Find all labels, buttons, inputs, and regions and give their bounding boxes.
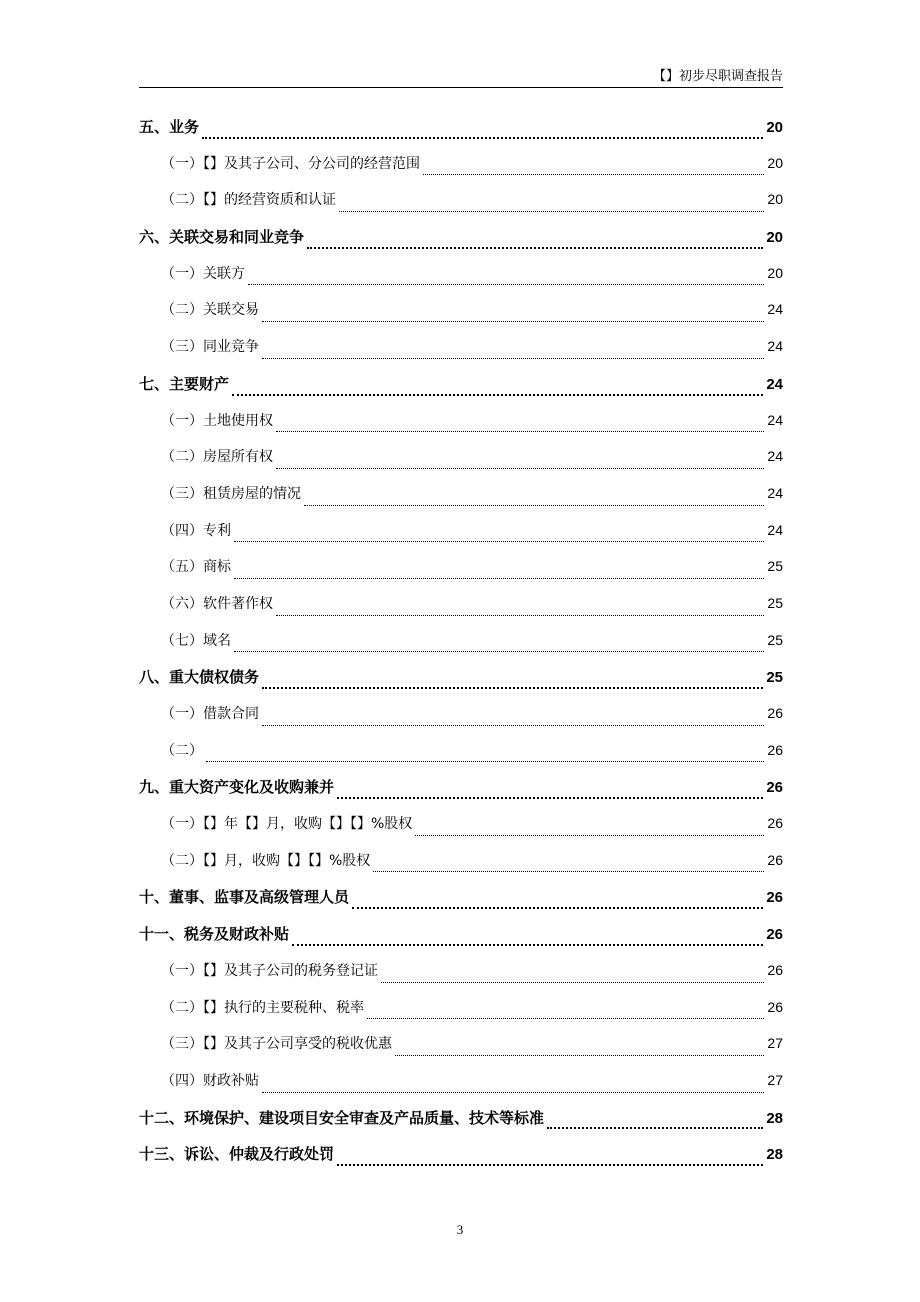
toc-subsection-entry[interactable] — [139, 404, 783, 441]
toc-subsection-entry[interactable] — [139, 587, 783, 624]
toc-section-entry[interactable] — [139, 1101, 783, 1138]
toc-entry-label: （二）【】月，收购【】【】%股权 — [161, 852, 371, 869]
toc-dot-leader — [262, 321, 764, 322]
toc-entry-label: （四）专利 — [161, 522, 231, 539]
toc-dot-leader — [367, 1018, 764, 1019]
toc-entry-label: （二）房屋所有权 — [161, 449, 273, 466]
toc-dot-leader — [262, 1092, 764, 1093]
toc-entry-label: （一）【】年【】月，收购【】【】%股权 — [161, 816, 413, 833]
toc-subsection-entry[interactable] — [139, 991, 783, 1028]
toc-dot-leader — [415, 835, 764, 836]
toc-entry-label: （一）借款合同 — [161, 706, 259, 722]
toc-entry-page-number: 26 — [767, 705, 783, 721]
toc-entry-label: （二）【】执行的主要税种、税率 — [161, 999, 364, 1016]
toc-subsection-entry[interactable] — [139, 550, 783, 587]
toc-entry-label: 八、重大债权债务 — [139, 668, 260, 687]
toc-subsection-entry[interactable] — [139, 147, 783, 184]
toc-dot-leader — [234, 578, 764, 579]
toc-subsection-entry[interactable] — [139, 844, 783, 881]
toc-dot-leader — [423, 174, 764, 175]
toc-section-entry[interactable] — [139, 110, 783, 147]
toc-subsection-entry[interactable] — [139, 293, 783, 330]
toc-dot-leader — [395, 1055, 764, 1056]
toc-entry-page-number: 26 — [766, 926, 783, 944]
toc-entry-label: （二）关联交易 — [161, 302, 259, 319]
toc-subsection-entry[interactable] — [139, 1064, 783, 1101]
toc-dot-leader — [381, 982, 764, 983]
toc-entry-page-number: 25 — [767, 558, 783, 575]
toc-entry-page-number: 27 — [767, 1035, 783, 1052]
toc-entry-label: 十一、税务及财政补贴 — [139, 925, 290, 944]
toc-entry-label: 六、关联交易和同业竞争 — [139, 228, 305, 247]
toc-entry-label: （三）同业竞争 — [161, 339, 259, 356]
toc-subsection-entry[interactable] — [139, 330, 783, 367]
page-header — [139, 62, 783, 88]
toc-dot-leader — [276, 468, 764, 469]
toc-dot-leader — [276, 431, 764, 432]
toc-entry-page-number: 24 — [767, 301, 783, 318]
toc-entry-page-number: 28 — [766, 1109, 783, 1127]
toc-subsection-entry[interactable] — [139, 477, 783, 514]
toc-entry-page-number: 20 — [767, 154, 783, 171]
toc-entry-page-number: 24 — [767, 338, 783, 355]
toc-dot-leader — [352, 907, 763, 909]
toc-dot-leader — [276, 615, 764, 616]
toc-dot-leader — [232, 394, 763, 396]
toc-dot-leader — [262, 725, 764, 726]
toc-dot-leader — [248, 284, 764, 285]
toc-entry-page-number: 25 — [767, 594, 783, 611]
toc-entry-page-number: 26 — [767, 961, 783, 978]
toc-entry-page-number: 20 — [767, 191, 783, 208]
toc-entry-label: （一）【】及其子公司的税务登记证 — [161, 962, 378, 979]
toc-entry-label: （一）土地使用权 — [161, 412, 273, 429]
toc-entry-page-number: 24 — [767, 448, 783, 465]
toc-entry-page-number: 20 — [766, 119, 783, 136]
toc-subsection-entry[interactable] — [139, 440, 783, 477]
toc-entry-page-number: 26 — [767, 741, 783, 758]
toc-entry-label: （六）软件著作权 — [161, 595, 273, 612]
toc-entry-label: （三）【】及其子公司享受的税收优惠 — [161, 1036, 392, 1053]
toc-dot-leader — [304, 505, 764, 506]
toc-entry-label: 十二、环境保护、建设项目安全审查及产品质量、技术等标准 — [139, 1108, 545, 1127]
toc-entry-label: （一）关联方 — [161, 265, 245, 282]
toc-entry-page-number: 26 — [767, 851, 783, 868]
toc-entry-label: （三）租赁房屋的情况 — [161, 485, 301, 502]
toc-dot-leader — [234, 541, 764, 542]
toc-entry-label: 十、董事、监事及高级管理人员 — [139, 888, 350, 907]
toc-entry-page-number: 26 — [767, 998, 783, 1015]
toc-dot-leader — [262, 358, 764, 359]
toc-entry-label: （七）域名 — [161, 632, 231, 649]
page-number: 3 — [456, 1222, 464, 1237]
toc-entry-page-number: 24 — [767, 411, 783, 428]
toc-entry-page-number: 25 — [767, 631, 783, 648]
toc-entry-page-number: 26 — [767, 815, 783, 832]
toc-entry-label: 七、主要财产 — [139, 374, 230, 393]
toc-subsection-entry[interactable] — [139, 183, 783, 220]
toc-entry-page-number: 25 — [766, 669, 783, 687]
toc-entry-label: 五、业务 — [139, 118, 200, 136]
toc-dot-leader — [262, 687, 763, 689]
toc-dot-leader — [339, 211, 764, 212]
toc-dot-leader — [234, 651, 764, 652]
toc-entry-label: 九、重大资产变化及收购兼并 — [139, 778, 335, 797]
toc-section-entry[interactable] — [139, 1137, 783, 1174]
toc-entry-label: 十三、诉讼、仲裁及行政处罚 — [139, 1145, 335, 1164]
toc-dot-leader — [307, 247, 763, 249]
toc-dot-leader — [547, 1127, 763, 1129]
toc-section-entry[interactable] — [139, 917, 783, 954]
toc-dot-leader — [292, 944, 763, 946]
toc-section-entry[interactable] — [139, 880, 783, 917]
toc-dot-leader — [373, 871, 764, 872]
toc-subsection-entry[interactable] — [139, 257, 783, 294]
toc-entry-page-number: 20 — [767, 264, 783, 281]
toc-subsection-entry[interactable] — [139, 807, 783, 844]
header-title: 【】初步尽职调查报告 — [652, 69, 783, 84]
toc-entry-label: （一）【】及其子公司、分公司的经营范围 — [161, 155, 420, 172]
toc-dot-leader — [202, 137, 763, 139]
toc-section-entry[interactable] — [139, 367, 783, 404]
toc-entry-label: （四）财政补贴 — [161, 1072, 259, 1089]
toc-subsection-entry[interactable] — [139, 624, 783, 661]
toc-entry-page-number: 24 — [767, 521, 783, 538]
toc-entry-page-number: 24 — [766, 375, 783, 393]
toc-dot-leader — [337, 797, 763, 799]
toc-subsection-entry[interactable] — [139, 697, 783, 734]
toc-entry-page-number: 20 — [766, 229, 783, 247]
toc-entry-page-number: 26 — [766, 889, 783, 907]
toc-section-entry[interactable] — [139, 770, 783, 807]
toc-entry-page-number: 24 — [767, 484, 783, 501]
toc-entry-label: （二）【】的经营资质和认证 — [161, 192, 336, 209]
toc-dot-leader — [337, 1164, 763, 1166]
toc-section-entry[interactable] — [139, 660, 783, 697]
toc-subsection-entry[interactable] — [139, 514, 783, 551]
toc-subsection-entry[interactable] — [139, 734, 783, 771]
toc-entry-label: （五）商标 — [161, 559, 231, 576]
table-of-contents — [139, 110, 783, 1174]
toc-entry-page-number: 26 — [766, 779, 783, 797]
toc-subsection-entry[interactable] — [139, 1027, 783, 1064]
toc-subsection-entry[interactable] — [139, 954, 783, 991]
toc-entry-label: （二） — [161, 742, 203, 759]
toc-entry-page-number: 27 — [767, 1071, 783, 1088]
toc-section-entry[interactable] — [139, 220, 783, 257]
toc-dot-leader — [206, 761, 764, 762]
toc-entry-page-number: 28 — [766, 1146, 783, 1164]
